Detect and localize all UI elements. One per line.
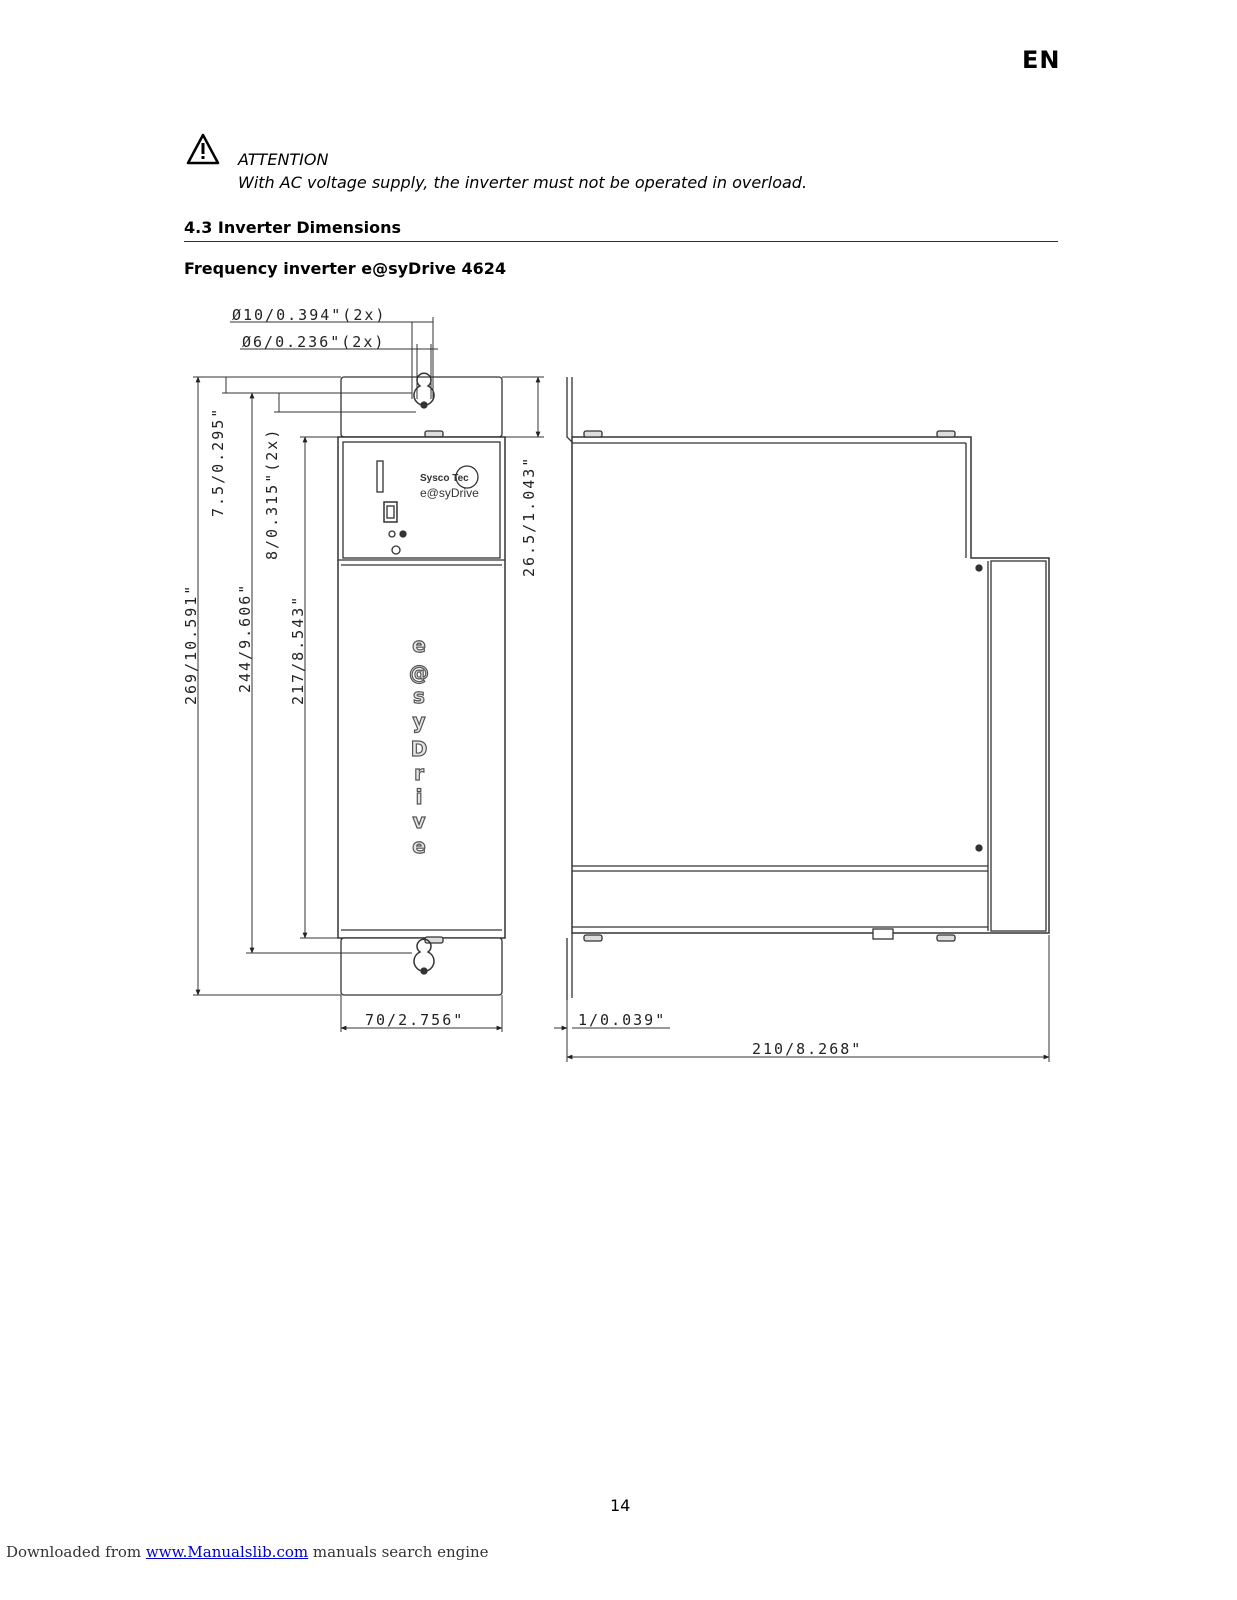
dimension-label: 70/2.756" <box>365 1011 465 1029</box>
side-dimension-labels <box>578 1011 862 1058</box>
section-heading: 4.3 Inverter Dimensions <box>184 218 401 237</box>
download-footer <box>6 1543 489 1561</box>
footer-suffix: manuals search engine <box>308 1543 489 1561</box>
dimension-label: 1/0.039" <box>578 1011 667 1029</box>
manualslib-link[interactable]: www.Manualslib.com <box>145 1543 309 1561</box>
vertical-letter: e <box>412 834 426 858</box>
page-number: 14 <box>610 1496 631 1515</box>
vertical-letter: s <box>413 684 425 708</box>
footer-prefix: Downloaded from <box>6 1543 146 1561</box>
attention-title: ATTENTION <box>238 150 329 169</box>
vertical-letter: @ <box>409 661 429 685</box>
language-code: EN <box>1022 46 1061 74</box>
dimension-label: 7.5/0.295" <box>209 406 227 517</box>
dimension-label: 217/8.543" <box>289 594 307 705</box>
vertical-letter: i <box>415 785 423 809</box>
vertical-letter: D <box>410 737 428 761</box>
dimension-label: Ø6/0.236"(2x) <box>242 333 386 351</box>
figure-heading: Frequency inverter e@syDrive 4624 <box>184 259 507 278</box>
vertical-letter: y <box>412 709 426 733</box>
brand-label: Sysco Tec <box>420 473 469 484</box>
dimension-label: 8/0.315"(2x) <box>263 427 281 560</box>
side-view <box>567 377 1049 1000</box>
vertical-letter: e <box>412 633 426 657</box>
dimension-label: Ø10/0.394"(2x) <box>232 306 387 324</box>
vertical-letter: r <box>414 761 424 785</box>
model-label: e@syDrive <box>420 486 479 500</box>
attention-text: With AC voltage supply, the inverter must not be operated in overload. <box>238 173 808 192</box>
dimension-label: 244/9.606" <box>236 582 254 693</box>
dimension-label: 26.5/1.043" <box>520 455 538 577</box>
dimension-label: 269/10.591" <box>182 583 200 705</box>
vertical-letter: v <box>412 809 426 833</box>
dimension-label: 210/8.268" <box>752 1040 863 1058</box>
